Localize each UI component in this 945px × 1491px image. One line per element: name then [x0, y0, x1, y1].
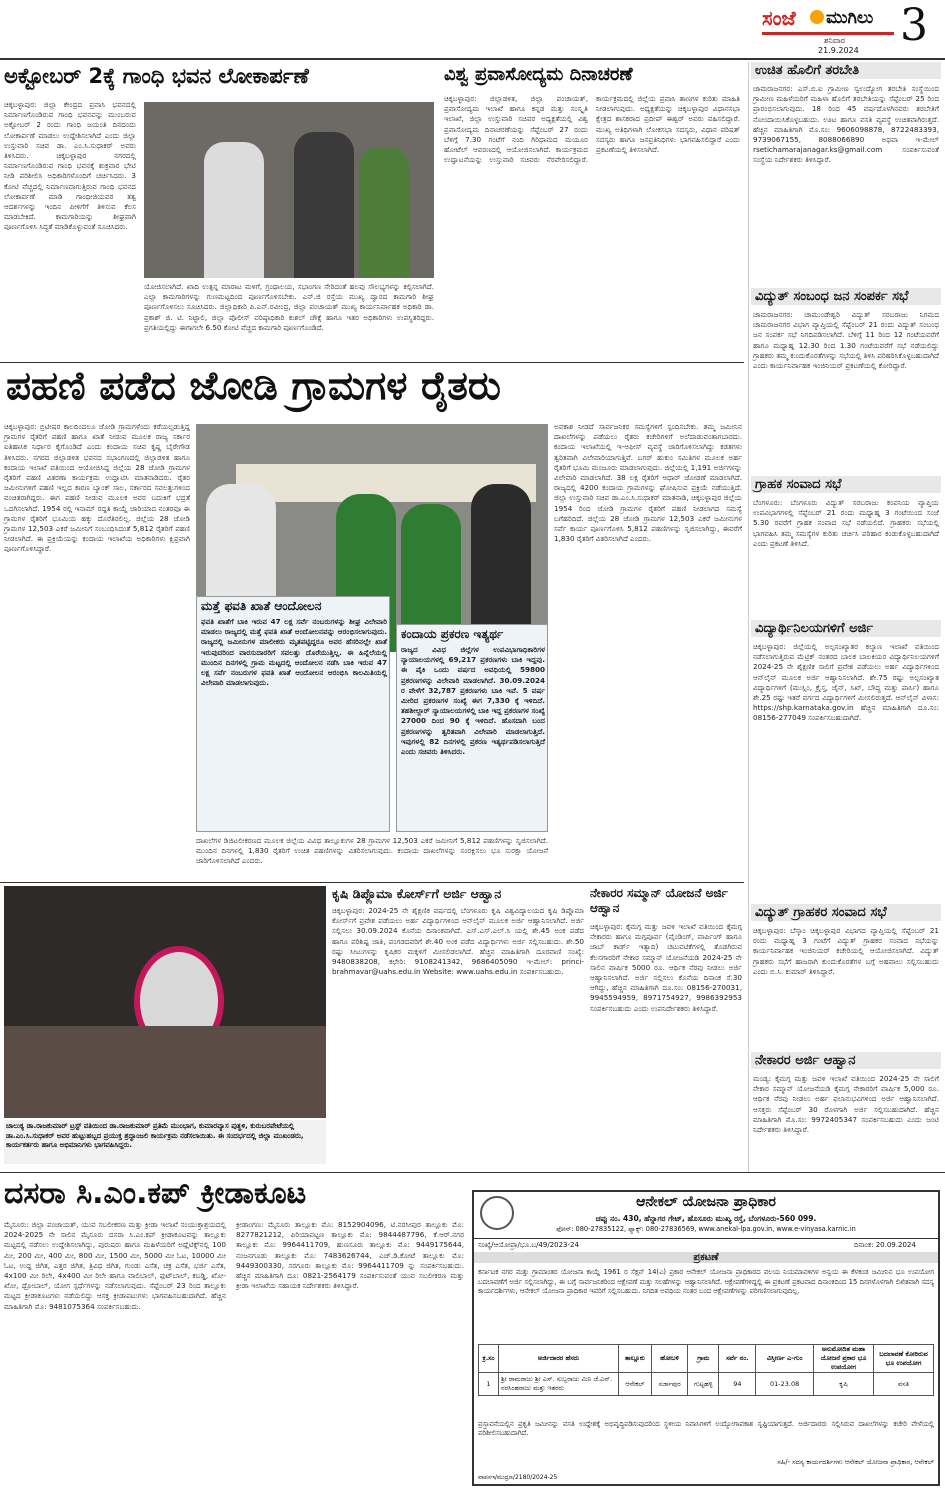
- table-header-cell: ಗ್ರಾಮ: [688, 1345, 719, 1373]
- page-number: 3: [900, 0, 928, 51]
- notice-org: ಆನೇಕಲ್ ಯೋಜನಾ ಪ್ರಾಧಿಕಾರ: [636, 1194, 776, 1210]
- notice-contact: ಫೋನ್: 080-27835122, ಫ್ಯಾಕ್ಸ್: 080-27836569, www.anekal-lpa.gov.in, www.e-vinyasa.karnic.in: [556, 1225, 856, 1233]
- section-body: ಮಂಡ್ಯ: ಕೈಮಗ್ಗ ಮತ್ತು ಜವಳಿ ಇಲಾಖೆ ವತಿಯಿಂದ 2024-25 ನೇ ಸಾಲಿಗೆ ನೇಕಾರ ಸಮ್ಮಾನ್ ಯೋಜನೆಯಡಿ ಕೈಮಗ್ಗ ನೇಕಾರರಿಗೆ ವಾರ್ಷಿಕ 5,000 ರೂ. ಆರ್ಥಿಕ ನೆರವು ನೀಡಲು ಅರ್ಹ ಫಲಾನುಭವಿಗಳಿಂದ ಅರ್ಜಿ ಆಹ್ವಾನಿಸಲಾಗಿದೆ. ಆಸಕ್ತರು ಸೆಪ್ಟೆಂಬರ್ 30 ರೊಳಗಾಗಿ ಅರ್ಜಿ ಸಲ್ಲಿಸಬಹುದಾಗಿದೆ. ಹೆಚ್ಚಿನ ಮಾಹಿತಿಗಾಗಿ ಮೊ.ಸಂ: 9972405347 ಸಂಪರ್ಕಿಸಬಹುದು ಎಂದು ಜಂಟಿ ನಿರ್ದೇಶಕರು ತಿಳಿಸಿದ್ದಾರೆ.: [753, 1074, 942, 1135]
- notice-address: ಚಪ್ಪು ನಂ. 430, ಹೆನ್ನಾಗರ ಗೇಟ್, ಹೊಸೂರು ಮುಖ್ಯ ರಸ್ತೆ, ಬೆಂಗಳೂರು-560 099.: [595, 1214, 817, 1223]
- table-cell: ವಸತಿ: [874, 1373, 934, 1396]
- lead-headline: ಪಹಣಿ ಪಡೆದ ಜೋಡಿ ಗ್ರಾಮಗಳ ರೈತರು: [6, 364, 501, 409]
- photo-caption: ಚಾಲುಕ್ಯ ಡಾ.ರಾಜಕುಮಾರ್ ಟ್ರಸ್ಟ್ ವತಿಯಿಂದ ಡಾ.ರಾಜಕುಮಾರ್ ಪ್ರತಿಮೆ ಮುಂಭಾಗ, ಕುಮಾರವ್ಯಾಸ ಪುತ್ಥಳಿ, ಕುರುಬರಪೇಟೆಯಲ್ಲಿ ಡಾ.ಎಂ.ಸಿ.ಸುಧಾಕರ್ ಅವರ ಹುಟ್ಟುಹಬ್ಬದ ಪ್ರಯುಕ್ತ ಶ್ರದ್ಧಾಂಜಲಿ ಕಾರ್ಯಕ್ರಮ ನಡೆಸಲಾಯಿತು. ಈ ಸಂದರ್ಭದಲ್ಲಿ ಜಿಲ್ಲಾ ಮುಖಂಡರು, ಕಾರ್ಯಕರ್ತರು ಹಾಗೂ ಅಭಿಮಾನಿಗಳು ಭಾಗವಹಿಸಿದ್ದರು.: [4, 1120, 326, 1164]
- table-cell: ಆನೇಕಲ್: [619, 1373, 652, 1396]
- notice-ref: ಸಂಖ್ಯೆ/ಆಯೋಪ್ರಾ/ಭೂ.ಬ/49/2023-24: [478, 1241, 579, 1249]
- table-cell: ಕೃಷಿ: [814, 1373, 874, 1396]
- section-title: ವಿದ್ಯುತ್ ಸಂಬಂಧ ಜನ ಸಂಪರ್ಕ ಸಭೆ: [751, 288, 941, 305]
- inset-title: ಮತ್ತೆ ಫವತಿ ಖಾತೆ ಆಂದೋಲನ: [201, 599, 322, 613]
- notice-sign: ಸಹಿ/- ಸದಸ್ಯ ಕಾರ್ಯದರ್ಶಿಗಳು ಆನೇಕಲ್ ಯೋಜನಾ ಪ್ರಾಧಿಕಾರ, ಆನೇಕಲ್: [777, 1458, 934, 1466]
- ceremony-photo: [4, 886, 326, 1118]
- day-label: ಶನಿವಾರ: [824, 36, 846, 45]
- masthead: [762, 0, 942, 56]
- table-header-cell: ಅರ್ಜಿದಾರರ ಹೆಸರು: [499, 1345, 619, 1373]
- story-dasara: [4, 1176, 467, 1488]
- notice-body: ಕರ್ನಾಟಕ ನಗರ ಮತ್ತು ಗ್ರಾಮಾಂತರ ಯೋಜನಾ ಕಾಯ್ದೆ 1961 ರ ಸೆಕ್ಷನ್ 14(ಎ) ಪ್ರಕಾರ ಆನೇಕಲ್ ಯೋಜನಾ ಪ್ರಾಧಿಕಾರದ ವಲಯ ನಿಯಮಾವಳಿಗಳ ಅನ್ವಯ ಈ ಕೆಳಕಂಡ ಜಮೀನಿನ ಭೂ ಉಪಯೋಗ ಬದಲಾವಣೆಗೆ ಅರ್ಜಿ ಸಲ್ಲಿಸಲಾಗಿದ್ದು, ಈ ಬಗ್ಗೆ ಸಾರ್ವಜನಿಕರಿಂದ ಆಕ್ಷೇಪಣೆ ಮತ್ತು ಸಲಹೆಗಳನ್ನು ಆಹ್ವಾನಿಸಲಾಗಿದೆ. ಆಕ್ಷೇಪಣೆಗಳಿದ್ದಲ್ಲಿ ಈ ಪ್ರಕಟಣೆ ಪ್ರಕಟವಾದ ದಿನಾಂಕದಿಂದ 15 ದಿನಗಳೊಳಗಾಗಿ ಲಿಖಿತವಾಗಿ ಸದಸ್ಯ ಕಾರ್ಯದರ್ಶಿಗಳು, ಆನೇಕಲ್ ಯೋಜನಾ ಪ್ರಾಧಿಕಾರ ಇವರಿಗೆ ಸಲ್ಲಿಸಬಹುದು. ನಿಗದಿತ ಅವಧಿಯ ನಂತರ ಬಂದ ಆಕ್ಷೇಪಣೆಗಳನ್ನು ಪರಿಗಣಿಸಲಾಗುವುದಿಲ್ಲ.: [478, 1268, 937, 1296]
- body: ಚಿಕ್ಕಬಳ್ಳಾಪುರ: 2024-25 ನೇ ಶೈಕ್ಷಣಿಕ ವರ್ಷದಲ್ಲಿ ಬೆಂಗಳೂರು ಕೃಷಿ ವಿಶ್ವವಿದ್ಯಾಲಯದ ಕೃಷಿ ಡಿಪ್ಲೊಮಾ ಕೋರ್ಸ್‌ಗೆ ಪ್ರವೇಶ ಪಡೆಯಲು ಅರ್ಹ ವಿದ್ಯಾರ್ಥಿಗಳಿಂದ ಆನ್‌ಲೈನ್ ಮೂಲಕ ಅರ್ಜಿ ಆಹ್ವಾನಿಸಲಾಗಿದೆ. ಅರ್ಜಿ ಸಲ್ಲಿಸಲು 30.09.2024 ಕೊನೆಯ ದಿನಾಂಕವಾಗಿದೆ. ಎಸ್.ಎಸ್.ಎಲ್.ಸಿ ಯಲ್ಲಿ ಶೇ.45 ಅಂಕ ಪಡೆದ ಹಾಗೂ ಪರಿಶಿಷ್ಟ ಜಾತಿ, ಪಂಗಡದವರಿಗೆ ಶೇ.40 ಅಂಕ ಪಡೆದ ವಿದ್ಯಾರ್ಥಿಗಳು ಅರ್ಜಿ ಸಲ್ಲಿಸಬಹುದು. ಶೇ.50 ರಷ್ಟು ಸೀಟುಗಳನ್ನು ಕೃಷಿಕರ ಮಕ್ಕಳಿಗೆ ಮೀಸಲಿಡಲಾಗಿದೆ. ಹೆಚ್ಚಿನ ಮಾಹಿತಿಗಾಗಿ ದೂರವಾಣಿ ಸಂಖ್ಯೆ: 9480838208, ಕಛೇರಿ: 9108241342, 9686405090 ಇ-ಮೇಲ್: princi-brahmavar@uahs.edu.in Website: www.uahs.edu.in ಸಂಪರ್ಕಿಸಬಹುದು.: [332, 906, 587, 977]
- story-tourism-day: [444, 64, 743, 358]
- notice-box: [472, 1190, 940, 1486]
- section-body: ಬೆಂಗಳೂರು: ಬೆಂಗಳೂರು ವಿದ್ಯುತ್ ಸರಬರಾಜು ಕಂಪನಿಯ ವ್ಯಾಪ್ತಿಯ ಉಪವಿಭಾಗಗಳಲ್ಲಿ ಸೆಪ್ಟೆಂಬರ್ 21 ರಂದು ಮಧ್ಯಾಹ್ನ 3 ಗಂಟೆಯಿಂದ ಸಂಜೆ 5.30 ರವರೆಗೆ ಗ್ರಾಹಕ ಸಂವಾದ ಸಭೆ ನಡೆಯಲಿದೆ. ಗ್ರಾಹಕರು ಸಭೆಯಲ್ಲಿ ಭಾಗವಹಿಸಿ ತಮ್ಮ ಸಮಸ್ಯೆಗಳ ಕುರಿತು ಚರ್ಚಿಸಿ ಪರಿಹಾರ ಕಂಡುಕೊಳ್ಳಬಹುದಾಗಿದೆ ಎಂದು ಪ್ರಕಟಣೆ ತಿಳಿಸಿದೆ.: [753, 498, 942, 548]
- body-col-2: ಯೋಜಿಸಲಾಗಿದೆ. ಖಾದಿ ಉತ್ಪನ್ನ ಮಾರಾಟ ಮಳಿಗೆ, ಗ್ರಂಥಾಲಯ, ಸಭಾಂಗಣ ಸೇರಿದಂತೆ ಹಲವು ಸೌಲಭ್ಯಗಳನ್ನು ಕಲ್ಪಿಸಲಾಗಿದೆ. ಎಲ್ಲಾ ಕಾಮಗಾರಿಗಳನ್ನು ಗುಣಮಟ್ಟದಿಂದ ಪೂರ್ಣಗೊಳಿಸಬೇಕು. ಎನ್.ಜಿ ರಸ್ತೆಯ ಮುಖ್ಯ ದ್ವಾರದ ಕಾಮಗಾರಿ ಶೀಘ್ರ ಪೂರ್ಣಗೊಳಿಸಲು ಸೂಚಿಸಿದರು. ಜಿಲ್ಲಾಧಿಕಾರಿ ಪಿ.ಎನ್.ರವೀಂದ್ರ, ಜಿಲ್ಲಾ ಪಂಚಾಯತ್ ಮುಖ್ಯ ಕಾರ್ಯನಿರ್ವಾಹಕ ಅಧಿಕಾರಿ ಡಾ. ಪ್ರಕಾಶ್ ಜಿ. ಟಿ. ನಿಟ್ಟಾಲಿ, ಜಿಲ್ಲಾ ಪೊಲೀಸ್ ವರಿಷ್ಠಾಧಿಕಾರಿ ಕುಶಲ್ ಚೌಕ್ಸೆ ಹಾಗೂ ಇತರ ಅಧಿಕಾರಿಗಳು ಉಪಸ್ಥಿತರಿದ್ದರು. ಪ್ರಗತಿಯಲ್ಲಿದ್ದು ಈಗಾಗಲೇ 6.50 ಕೋಟಿ ವೆಚ್ಚದ ಕಾಮಗಾರಿ ಪೂರ್ಣಗೊಂಡಿದೆ.: [144, 282, 437, 332]
- story-diploma: [332, 886, 587, 1164]
- right-column: [748, 62, 942, 1172]
- body: ಚಿಕ್ಕಬಳ್ಳಾಪುರ: ಕೈಮಗ್ಗ ಮತ್ತು ಜವಳಿ ಇಲಾಖೆ ವತಿಯಿಂದ ಕೈಮಗ್ಗ ನೇಕಾರರು ಹಾಗೂ ಮಗ್ಗಪೂರ್ವ (ವೈಂಡಿಂಗ್, ವಾರ್ಪಿಂಗ್ ಹಾಗೂ ಜಾಬ್ ಕಾರ್ಡ್ ಇತ್ಯಾದಿ) ಚಟುವಟಿಕೆಗಳಲ್ಲಿ ತೊಡಗಿರುವ ಕೆಲಸಗಾರರಿಗೆ ನೇಕಾರ ಸಮ್ಮಾನ್ ಯೋಜನೆಯಡಿ 2024-25 ನೇ ಸಾಲಿನ ವಾರ್ಷಿಕ 5000 ರೂ. ಆರ್ಥಿಕ ನೆರವು ನೀಡಲು ಅರ್ಜಿ ಆಹ್ವಾನಿಸಲಾಗಿದೆ. ಅರ್ಜಿ ಸಲ್ಲಿಸಲು ಕೊನೆಯ ದಿನಾಂಕ ಸೆ.30 ಆಗಿದ್ದು, ಹೆಚ್ಚಿನ ಮಾಹಿತಿಗಾಗಿ ದೂ.ಸಂ: 08156-270031, 9945594959, 8971754927, 9986392953 ಸಂಪರ್ಕಿಸಬಹುದು ಎಂದು ಉಪನಿರ್ದೇಶಕರು ತಿಳಿಸಿದ್ದಾರೆ.: [590, 922, 745, 1013]
- notice-footer: ಪ್ರಸ್ತಾವನೆಯಲ್ಲಿನ ಪ್ರಕೃತಿ ಜಮೀನನ್ನು ವಸತಿ ಉದ್ದೇಶಕ್ಕೆ ಅಭಿವೃದ್ಧಿಪಡಿಸುವುದರಿಂದ ಸ್ಥಳೀಯ ನಿವಾಸಿಗಳಿಗೆ ಉದ್ಯೋಗಾವಕಾಶ ಸೃಷ್ಟಿಯಾಗುತ್ತದೆ. ಅರ್ಜಿದಾರರು ಸಲ್ಲಿಸಿರುವ ದಾಖಲೆಗಳನ್ನು ಕಚೇರಿ ವೇಳೆಯಲ್ಲಿ ಪರಿಶೀಲಿಸಬಹುದಾಗಿದೆ.: [478, 1420, 937, 1438]
- table-row: [479, 1373, 934, 1396]
- section-title: ವಿದ್ಯಾರ್ಥಿನಿಲಯಗಳಿಗೆ ಅರ್ಜಿ: [751, 620, 941, 637]
- table-header-cell: ಬದಲಾವಣೆ ಕೋರಿರುವ ಭೂ ಉಪಯೋಗ: [874, 1345, 934, 1373]
- sun-icon: [810, 10, 824, 24]
- section-body: ಚಾಮರಾಜನಗರ: ಚಾಮುಂಡೇಶ್ವರಿ ವಿದ್ಯುತ್ ಸರಬರಾಜು ನಿಗಮದ ಚಾಮರಾಜನಗರ ವಿಭಾಗ ವ್ಯಾಪ್ತಿಯಲ್ಲಿ ಸೆಪ್ಟೆಂಬರ್ 21 ರಂದು ವಿದ್ಯುತ್ ಸಂಬಂಧ ಜನ ಸಂಪರ್ಕ ಸಭೆ ನಿಗದಿಪಡಿಸಲಾಗಿದೆ. ಬೆಳಿಗ್ಗೆ 11 ರಿಂದ 12 ಗಂಟೆಯವರೆಗೆ ಹಾಗೂ ಮಧ್ಯಾಹ್ನ 12.30 ರಿಂದ 1.30 ಗಂಟೆಯವರೆಗೆ ಸಭೆ ನಡೆಯಲಿದ್ದು ಗ್ರಾಹಕರು ತಮ್ಮ ಕುಂದುಕೊರತೆಗಳನ್ನು ಸಭೆಯಲ್ಲಿ ತಿಳಿಸಿ ಪರಿಹರಿಸಿಕೊಳ್ಳಬಹುದಾಗಿದೆ ಎಂದು ಕಾರ್ಯನಿರ್ವಾಹಕ ಇಂಜಿನಿಯರ್ ಪ್ರಕಟಣೆಯಲ್ಲಿ ಕೋರಿದ್ದಾರೆ.: [753, 310, 942, 371]
- body-col-1: ಮೈಸೂರು: ಜಿಲ್ಲಾ ಪಂಚಾಯತ್, ಯುವ ಸಬಲೀಕರಣ ಮತ್ತು ಕ್ರೀಡಾ ಇಲಾಖೆ ಸಂಯುಕ್ತಾಶ್ರಯದಲ್ಲಿ 2024-2025 ನೇ ಸಾಲಿನ ಮೈಸೂರು ದಸರಾ ಸಿ.ಎಂ.ಕಪ್ ಕ್ರೀಡಾಕೂಟವನ್ನು ತಾಲ್ಲೂಕು ಮಟ್ಟದಲ್ಲಿ ನಡೆಸಲು ಉದ್ದೇಶಿಸಲಾಗಿದ್ದು, ಪುರುಷರು ಹಾಗೂ ಮಹಿಳೆಯರಿಗೆ ಅಥ್ಲೆಟಿಕ್ಸ್‌ನಲ್ಲಿ 100 ಮೀ, 200 ಮೀ, 400 ಮೀ, 800 ಮೀ, 1500 ಮೀ, 5000 ಮೀ ಓಟ, 10000 ಮೀ ಓಟ, ಉದ್ದ ಜಿಗಿತ, ಎತ್ತರ ಜಿಗಿತ, ತ್ರಿವಿಧ ಜಿಗಿತ, ಗುಂಡು ಎಸೆತ, ಚಕ್ರ ಎಸೆತ, ಭರ್ಜಿ ಎಸೆತ, 4x100 ಮೀ ರಿಲೇ, 4x400 ಮೀ ರಿಲೇ ಹಾಗೂ ವಾಲಿಬಾಲ್, ಫುಟ್‌ಬಾಲ್, ಕಬಡ್ಡಿ, ಖೋ-ಖೋ, ಥ್ರೋಬಾಲ್, ಯೋಗ ಸ್ಪರ್ಧೆಗಳನ್ನು ನಡೆಸಲಾಗುವುದು. ಸೆಪ್ಟೆಂಬರ್ 23 ರಿಂದ ತಾಲ್ಲೂಕು ಮಟ್ಟದ ಕ್ರೀಡಾಕೂಟಗಳು ನಡೆಯಲಿದ್ದು ಆಸಕ್ತ ಕ್ರೀಡಾಪಟುಗಳು ಭಾಗವಹಿಸಬಹುದಾಗಿದೆ. ಹೆಚ್ಚಿನ ಮಾಹಿತಿಗಾಗಿ ಮೊ: 9481075364 ಸಂಪರ್ಕಿಸಬಹುದು.: [4, 1220, 229, 1311]
- news-photo: [144, 102, 434, 278]
- table-cell: 01-23.08: [756, 1373, 814, 1396]
- section-title: ವಿದ್ಯುತ್ ಗ್ರಾಹಕರ ಸಂವಾದ ಸಭೆ: [751, 904, 941, 921]
- table-header-cell: ಹೋಬಳಿ: [651, 1345, 688, 1373]
- photo-figure: [294, 132, 354, 278]
- section-title: ಉಚಿತ ಹೊಲಿಗೆ ತರಬೇತಿ: [751, 62, 941, 79]
- brand-underline: [762, 32, 894, 35]
- section-body: ಚಾಮರಾಜನಗರ: ಎಸ್.ಬಿ.ಐ ಗ್ರಾಮೀಣ ಸ್ವಉದ್ಯೋಗ ತರಬೇತಿ ಸಂಸ್ಥೆಯಿಂದ ಗ್ರಾಮೀಣ ಮಹಿಳೆಯರಿಗೆ ಮಹಿಳಾ ಹೊಲಿಗೆ ತರಬೇತಿಯನ್ನು ಸೆಪ್ಟೆಂಬರ್ 25 ರಿಂದ ಪ್ರಾರಂಭಿಸಲಾಗುವುದು. 18 ರಿಂದ 45 ವರ್ಷದೊಳಗಿನವರು ತರಬೇತಿಗೆ ನೋಂದಾಯಿಸಿಕೊಳ್ಳಬಹುದು. ಊಟ ಹಾಗೂ ವಸತಿ ವ್ಯವಸ್ಥೆ ಉಚಿತವಾಗಿರುತ್ತದೆ. ಹೆಚ್ಚಿನ ಮಾಹಿತಿಗಾಗಿ ಮೊ.ಸಂ: 9606098878, 8722483393, 9739067155, 8088066890 ಅಥವಾ ಇ-ಮೇಲ್ rsetichamarajanagar.ks@gmail.com ಸಂಪರ್ಕಿಸುವಂತೆ ಸಂಸ್ಥೆಯ ನಿರ್ದೇಶಕರು ತಿಳಿಸಿದ್ದಾರೆ.: [753, 84, 942, 165]
- brand-sanje: ಸಂಜೆ: [762, 6, 796, 30]
- notice-divider: [474, 1238, 938, 1239]
- table-cell: ಶ್ರೀ ರಾಮರಾಜು ಶ್ರೀ ಎಸ್. ಸುಬ್ಬರಾಜು ಮಿನಿ ಜೆ.ಎನ್. ನರಸಿಂಹರಾಜು ಮತ್ತು ಇತರರು: [499, 1373, 619, 1396]
- section-title: ನೇಕಾರರ ಅರ್ಜಿ ಆಹ್ವಾನ: [751, 1052, 941, 1069]
- notice-code: ವಾಪಸಇ/ಮುದ್ರಣ/2180/2024-25: [478, 1474, 558, 1481]
- inset-box-1: [196, 596, 390, 832]
- lead-rule: [0, 362, 744, 363]
- inset-body: ರಾಜ್ಯದ ವಿವಿಧ ಜಿಲ್ಲೆಗಳ ಉಪವಿಭಾಗಾಧಿಕಾರಿಗಳ ನ್ಯಾಯಾಲಯಗಳಲ್ಲಿ 69,217 ಪ್ರಕರಣಗಳು ಬಾಕಿ ಇದ್ದವು. ಈ ಪೈಕಿ ಒಂದು ವರ್ಷದ ಅವಧಿಯಲ್ಲಿ 59800 ಪ್ರಕರಣಗಳನ್ನು ವಿಲೇವಾರಿ ಮಾಡಲಾಗಿದೆ. 30.09.2024 ರ ವೇಳೆಗೆ 32,787 ಪ್ರಕರಣಗಳು ಬಾಕಿ ಇವೆ. 5 ವರ್ಷ ಮೀರಿದ ಪ್ರಕರಣಗಳ ಸಂಖ್ಯೆ ಈಗ 7,330 ಕ್ಕೆ ಇಳಿದಿದೆ. ತಹಶೀಲ್ದಾರ್ ನ್ಯಾಯಾಲಯಗಳಲ್ಲಿ ಬಾಕಿ ಇದ್ದ ಪ್ರಕರಣಗಳ ಸಂಖ್ಯೆ 27000 ದಿಂದ 90 ಕ್ಕೆ ಇಳಿದಿದೆ. ಹೊಸದಾಗಿ ಬಂದ ಪ್ರಕರಣಗಳನ್ನು ತ್ವರಿತವಾಗಿ ವಿಲೇವಾರಿ ಮಾಡಲಾಗುತ್ತಿದೆ. ಇವುಗಳಲ್ಲಿ 82 ದಿನಗಳಲ್ಲಿ ಪ್ರಕರಣ ಇತ್ಯರ್ಥಪಡಿಸಲಾಗುತ್ತಿದೆ ಎಂದು ಸಚಿವರು ತಿಳಿಸಿದರು.: [401, 645, 548, 757]
- mid-rule: [0, 882, 744, 883]
- table-cell: ಗುಟ್ಟಹಳ್ಳಿ: [688, 1373, 719, 1396]
- body-col-1: ಚಿಕ್ಕಬಳ್ಳಾಪುರ: ಜಿಲ್ಲಾ ಕೇಂದ್ರದ ಪ್ರವಾಸಿ ಭವನದಲ್ಲಿ ನಿರ್ಮಾಣಗೊಂಡಿರುವ ಗಾಂಧಿ ಭವನವನ್ನು ಮುಂಬರುವ ಅಕ್ಟೋಬರ್ 2 ರಂದು ಗಾಂಧಿ ಜಯಂತಿ ದಿನದಂದು ಲೋಕಾರ್ಪಣೆ ಮಾಡಲು ಉದ್ದೇಶಿಸಲಾಗಿದೆ ಎಂದು ಜಿಲ್ಲಾ ಉಸ್ತುವಾರಿ ಸಚಿವ ಡಾ. ಎಂ.ಸಿ.ಸುಧಾಕರ್ ಅವರು ತಿಳಿಸಿದರು. ಚಿಕ್ಕಬಳ್ಳಾಪುರ ನಗರದಲ್ಲಿ ನಿರ್ಮಾಣಗೊಂಡಿರುವ ಗಾಂಧಿ ಭವನಕ್ಕೆ ಶುಕ್ರವಾರ ಭೇಟಿ ನೀಡಿ ಪರಿಶೀಲಿಸಿ ಅಧಿಕಾರಿಗಳೊಂದಿಗೆ ಚರ್ಚಿಸಿದರು. 3 ಕೋಟಿ ವೆಚ್ಚದಲ್ಲಿ ನಿರ್ಮಾಣವಾಗುತ್ತಿರುವ ಗಾಂಧಿ ಭವನದ ಲೋಕಾರ್ಪಣೆ ಮಾಡಿ ಗಾಂಧೀಜಿಯವರ ತತ್ವ ಆದರ್ಶಗಳನ್ನು ಇಂದಿನ ಪೀಳಿಗೆಗೆ ತಿಳಿಸುವ ಕೆಲಸ ಮಾಡಬೇಕಿದೆ. ಕಾಮಗಾರಿಯನ್ನು ಶೀಘ್ರವಾಗಿ ಪೂರ್ಣಗೊಳಿಸಿ ಸಿದ್ಧತೆ ಮಾಡಿಕೊಳ್ಳುವಂತೆ ಸೂಚಿಸಿದರು.: [4, 100, 139, 232]
- inset-box-2: [396, 624, 548, 832]
- table-header-cell: ತಾಲ್ಲೂಕು: [619, 1345, 652, 1373]
- lead-body-col-1: ಚಿಕ್ಕಬಳ್ಳಾಪುರ: ಬ್ರಿಟೀಷರ ಕಾಲದಿಂದಲೂ ಜೋಡಿ ಗ್ರಾಮಗಳೆಂದು ಕರೆಯಲ್ಪಡುತ್ತಿದ್ದ ಗ್ರಾಮಗಳ ರೈತರಿಗೆ ಪಹಣಿ ಹಾಗೂ ಖಾತೆ ನೀಡುವ ಮೂಲಕ ರಾಜ್ಯ ಸರ್ಕಾರ ಐತಿಹಾಸಿಕ ನಿರ್ಧಾರ ಕೈಗೊಂಡಿದೆ ಎಂದು ಕಂದಾಯ ಸಚಿವ ಕೃಷ್ಣ ಬೈರೇಗೌಡ ತಿಳಿಸಿದರು. ನಗರದ ಜಿಲ್ಲಾಡಳಿತ ಭವನದ ಸಭಾಂಗಣದಲ್ಲಿ ಜಿಲ್ಲಾಡಳಿತ ಹಾಗೂ ಕಂದಾಯ ಇಲಾಖೆ ವತಿಯಿಂದ ಆಯೋಜಿಸಿದ್ದ ಜಿಲ್ಲೆಯ 28 ಜೋಡಿ ಗ್ರಾಮಗಳ ರೈತರಿಗೆ ಪಹಣಿ ವಿತರಣಾ ಕಾರ್ಯಕ್ರಮ ಉದ್ಘಾಟಿಸಿ ಮಾತನಾಡಿದರು. ರೈತರ ಜಮೀನುಗಳಿಗೆ ಪಹಣಿ ಇಲ್ಲದ ಕಾರಣ ಬ್ಯಾಂಕ್ ಸಾಲ, ಸರ್ಕಾರದ ಸವಲತ್ತುಗಳಿಂದ ವಂಚಿತರಾಗಿದ್ದರು. ಈಗ ಪಹಣಿ ನೀಡುವ ಮೂಲಕ ಅವರ ಬದುಕಿಗೆ ಭದ್ರತೆ ಒದಗಿಸಲಾಗಿದೆ. 1954 ರಲ್ಲಿ ಇನಾಮ್ ರದ್ದತಿ ಕಾಯ್ದೆ ಜಾರಿಯಾದ ನಂತರವೂ ಈ ಗ್ರಾಮಗಳ ರೈತರಿಗೆ ಭೂಮಿಯ ಹಕ್ಕು ದೊರೆತಿರಲಿಲ್ಲ. ಜಿಲ್ಲೆಯ 28 ಜೋಡಿ ಗ್ರಾಮಗಳ 12,503 ಎಕರೆ ಜಮೀನಿಗೆ ಸಂಬಂಧಿಸಿದಂತೆ 5,812 ರೈತರಿಗೆ ಪಹಣಿ ನೀಡಲಾಗಿದೆ. ಈ ಪ್ರಕ್ರಿಯೆಯನ್ನು ಕಂದಾಯ ಇಲಾಖೆಯ ಅಧಿಕಾರಿಗಳು ಕ್ಷಿಪ್ರವಾಗಿ ಪೂರ್ಣಗೊಳಿಸಿದ್ದಾರೆ.: [4, 422, 193, 554]
- section-body: ಚಿಕ್ಕಬಳ್ಳಾಪುರ: ಬೆಸ್ಕಾಂ ಚಿಕ್ಕಬಳ್ಳಾಪುರ ವಿಭಾಗದ ವ್ಯಾಪ್ತಿಯಲ್ಲಿ ಸೆಪ್ಟೆಂಬರ್ 21 ರಂದು ಮಧ್ಯಾಹ್ನ 3 ಗಂಟೆಗೆ ವಿದ್ಯುತ್ ಗ್ರಾಹಕರ ಸಂವಾದ ಸಭೆಯನ್ನು ಕಾರ್ಯನಿರ್ವಾಹಕ ಇಂಜಿನಿಯರ್ ಕಚೇರಿಯಲ್ಲಿ ಆಯೋಜಿಸಲಾಗಿದೆ. ವಿದ್ಯುತ್ ಗ್ರಾಹಕರು ಸಭೆಗೆ ಹಾಜರಾಗಿ ಕುಂದುಕೊರತೆಗಳ ಬಗ್ಗೆ ಅಹವಾಲು ಸಲ್ಲಿಸಬಹುದು ಎಂದು ಬಿ.ಸಿ. ಕುಮಾರ್ ತಿಳಿಸಿದ್ದಾರೆ.: [753, 926, 942, 976]
- headline: ನೇಕಾರರ ಸಮ್ಮಾನ್ ಯೋಜನೆ ಅರ್ಜಿ ಆಹ್ವಾನ: [590, 886, 728, 915]
- notice-heading: ಪ್ರಕಟಣೆ: [474, 1252, 938, 1263]
- body-col-2: ಕ್ರೀಡಾಂಗಣ: ಮೈಸೂರು ತಾಲ್ಲೂಕು ಮೊ: 8152904096, ಟಿ.ನರಸೀಪುರ ತಾಲ್ಲೂಕು ಮೊ: 8277821212, ಪಿರಿಯಾಪಟ್ಟಣ ತಾಲ್ಲೂಕು ಮೊ: 9844487796, ಕೆ.ಆರ್.ನಗರ ತಾಲ್ಲೂಕು ಮೊ: 9964411709, ಹುಣಸೂರು ತಾಲ್ಲೂಕು ಮೊ: 9449175644, ನಂಜನಗೂಡು ತಾಲ್ಲೂಕು ಮೊ: 7483626744, ಎಚ್.ಡಿ.ಕೋಟೆ ತಾಲ್ಲೂಕು ಮೊ: 9449300330, ಸರಗೂರು ತಾಲ್ಲೂಕು ಮೊ: 9964411709 ನ್ನು ಸಂಪರ್ಕಿಸಬಹುದು. ಹೆಚ್ಚಿನ ಮಾಹಿತಿಗಾಗಿ ದೂ: 0821-2564179 ಸಂಪರ್ಕಿಸುವಂತೆ ಯುವ ಸಬಲೀಕರಣ ಮತ್ತು ಕ್ರೀಡಾ ಇಲಾಖೆಯ ಸಹಾಯಕ ನಿರ್ದೇಶಕರು ತಿಳಿಸಿದ್ದಾರೆ.: [236, 1220, 467, 1291]
- body: ಚಿಕ್ಕಬಳ್ಳಾಪುರ: ಜಿಲ್ಲಾಡಳಿತ, ಜಿಲ್ಲಾ ಪಂಚಾಯತ್, ಪ್ರವಾಸೋದ್ಯಮ ಇಲಾಖೆ ಹಾಗೂ ಕನ್ನಡ ಮತ್ತು ಸಂಸ್ಕೃತಿ ಇಲಾಖೆ, ಜಿಲ್ಲಾ ಉಸ್ತುವಾರಿ ಸಚಿವರ ಅಧ್ಯಕ್ಷತೆಯಲ್ಲಿ ವಿಶ್ವ ಪ್ರವಾಸೋದ್ಯಮ ದಿನಾಚರಣೆಯನ್ನು ಸೆಪ್ಟೆಂಬರ್ 27 ರಂದು ಬೆಳಿಗ್ಗೆ 7.30 ಗಂಟೆಗೆ ನಂದಿ ಗಿರಿಧಾಮದ ಮಯೂರ ಹೋಟೆಲ್ ಆವರಣದಲ್ಲಿ ಆಯೋಜಿಸಲಾಗಿದೆ. ಕಾರ್ಯಕ್ರಮದ ಉದ್ಘಾಟನೆಯನ್ನು ಉಸ್ತುವಾರಿ ಸಚಿವರು ನೆರವೇರಿಸಲಿದ್ದಾರೆ. ಕಾರ್ಯಕ್ರಮದಲ್ಲಿ ಜಿಲ್ಲೆಯ ಪ್ರವಾಸಿ ತಾಣಗಳ ಕುರಿತು ಮಾಹಿತಿ ನೀಡಲಾಗುವುದು. ಅಧ್ಯಕ್ಷತೆಯನ್ನು ಚಿಕ್ಕಬಳ್ಳಾಪುರ ವಿಧಾನಸಭಾ ಕ್ಷೇತ್ರದ ಶಾಸಕರಾದ ಪ್ರದೀಪ್ ಈಶ್ವರ್ ಅವರು ವಹಿಸಲಿದ್ದಾರೆ. ಮುಖ್ಯ ಅತಿಥಿಗಳಾಗಿ ಲೋಕಸಭಾ ಸದಸ್ಯರು, ವಿಧಾನ ಪರಿಷತ್ ಸದಸ್ಯರು ಹಾಗೂ ಜನಪ್ರತಿನಿಧಿಗಳು ಭಾಗವಹಿಸಲಿದ್ದಾರೆ ಎಂದು ಪ್ರಕಟಣೆಯಲ್ಲಿ ತಿಳಿಸಲಾಗಿದೆ.: [444, 94, 743, 165]
- headline: ವಿಶ್ವ ಪ್ರವಾಸೋದ್ಯಮ ದಿನಾಚರಣೆ: [444, 64, 633, 85]
- table-cell: 1: [479, 1373, 499, 1396]
- headline: ದಸರಾ ಸಿ.ಎಂ.ಕಪ್ ಕ್ರೀಡಾಕೂಟ: [4, 1176, 307, 1211]
- headline: ಕೃಷಿ ಡಿಪ್ಲೊಮಾ ಕೋರ್ಸ್‌ಗೆ ಅರ್ಜಿ ಆಹ್ವಾನ: [332, 886, 502, 901]
- story-weaver: [590, 886, 745, 1164]
- section-body: ಚಿಕ್ಕಬಳ್ಳಾಪುರ: ಜಿಲ್ಲೆಯಲ್ಲಿ ಅಲ್ಪಸಂಖ್ಯಾತರ ಕಲ್ಯಾಣ ಇಲಾಖೆ ವತಿಯಿಂದ ನಡೆಸಲಾಗುತ್ತಿರುವ ಮೆಟ್ರಿಕ್ ನಂತರದ ಬಾಲಕ ಬಾಲಕಿಯರ ವಿದ್ಯಾರ್ಥಿನಿಲಯಗಳಿಗೆ 2024-25 ನೇ ಶೈಕ್ಷಣಿಕ ಸಾಲಿಗೆ ಪ್ರವೇಶ ಪಡೆಯಲು ಅರ್ಹ ವಿದ್ಯಾರ್ಥಿಗಳಿಂದ ಆನ್‌ಲೈನ್ ಮೂಲಕ ಅರ್ಜಿ ಆಹ್ವಾನಿಸಲಾಗಿದೆ. ಶೇ.75 ರಷ್ಟು ಅಲ್ಪಸಂಖ್ಯಾತ ವಿದ್ಯಾರ್ಥಿಗಳಿಗೆ (ಮುಸ್ಲಿಂ, ಕ್ರೈಸ್ತ, ಜೈನ್, ಸಿಖ್, ಬೌದ್ಧ ಮತ್ತು ಪಾರ್ಸಿ) ಹಾಗೂ ಶೇ.25 ರಷ್ಟು ಇತರೆ ವರ್ಗದ ವಿದ್ಯಾರ್ಥಿಗಳಿಗೆ ಮೀಸಲಿರುತ್ತದೆ. ಆನ್‌ಲೈನ್ ವಿಳಾಸ: https://shp.karnataka.gov.in ಹೆಚ್ಚಿನ ಮಾಹಿತಿಗಾಗಿ ದೂ.ಸಂ: 08156-277049 ಸಂಪರ್ಕಿಸಬಹುದಾಗಿದೆ.: [753, 642, 942, 723]
- crowd: [4, 1026, 326, 1118]
- table-header-cell: ಕ್ರ.ಸಂ: [479, 1345, 499, 1373]
- lead-body-col-2: ದಾಖಲೆಗಳ ಡಿಜಿಟಲೀಕರಣದ ಮೂಲಕ ಜಿಲ್ಲೆಯ ವಿವಿಧ ತಾಲ್ಲೂಕುಗಳ 28 ಗ್ರಾಮಗಳ 12,503 ಎಕರೆ ಜಮೀನಿಗೆ 5,812 ಪಹಣಿಗಳನ್ನು ಸೃಜಿಸಲಾಗಿದೆ. ಮುಂದಿನ ದಿನಗಳಲ್ಲಿ 1,830 ರೈತರಿಗೆ ಉಚಿತ ಪಹಣಿಗಳನ್ನು ವಿತರಿಸಲಾಗುವುದು. ಕಂದಾಯ ದಾಖಲೆಗಳನ್ನು ಸಂರಕ್ಷಿಸಲು ಭೂ ಸುರಕ್ಷಾ ಯೋಜನೆ ಜಾರಿಗೊಳಿಸಲಾಗಿದೆ ಎಂದರು.: [196, 836, 551, 866]
- lead-body-col-3: ಅವಕಾಶ ನೀಡದೆ ಸಾರ್ವಜನಿಕರ ಸಮಸ್ಯೆಗಳಿಗೆ ಸ್ಪಂದಿಸಬೇಕು. ತಮ್ಮ ಜಮೀನಿನ ದಾಖಲೆಗಳನ್ನು ಪಡೆಯಲು ರೈತರು ಕಚೇರಿಗಳಿಗೆ ಅಲೆದಾಡುವಂತಾಗಬಾರದು. ಕಂದಾಯ ಇಲಾಖೆಯಲ್ಲಿ ಇ-ಆಫೀಸ್ ವ್ಯವಸ್ಥೆ ಜಾರಿಗೊಳಿಸಲಾಗಿದ್ದು ಕಡತಗಳು ತ್ವರಿತವಾಗಿ ವಿಲೇವಾರಿಯಾಗುತ್ತಿವೆ. ಬಗರ್ ಹುಕುಂ ಸಮಿತಿಗಳ ಮೂಲಕ ಅರ್ಹ ರೈತರಿಗೆ ಭೂಮಿ ಮಂಜೂರು ಮಾಡಲಾಗುವುದು. ಜಿಲ್ಲೆಯಲ್ಲಿ 1,191 ಅರ್ಜಿಗಳನ್ನು ವಿಲೇವಾರಿ ಮಾಡಲಾಗಿದೆ. 38 ಲಕ್ಷ ರೈತರಿಗೆ ಆಧಾರ್ ಜೋಡಣೆ ಮಾಡಲಾಗಿದೆ. ರಾಜ್ಯದಲ್ಲಿ 4200 ಕಂದಾಯ ಗ್ರಾಮಗಳನ್ನು ಘೋಷಿಸುವ ಪ್ರಕ್ರಿಯೆ ನಡೆಯುತ್ತಿದೆ. ಜಿಲ್ಲಾ ಉಸ್ತುವಾರಿ ಸಚಿವ ಡಾ.ಎಂ.ಸಿ.ಸುಧಾಕರ್ ಮಾತನಾಡಿ, ಚಿಕ್ಕಬಳ್ಳಾಪುರ ಜಿಲ್ಲೆಯ 1954 ರಿಂದ ಜೋಡಿ ಗ್ರಾಮಗಳ ರೈತರಿಗೆ ಪಹಣಿ ನೀಡಲಾಗದ ಸಮಸ್ಯೆ ಬಗೆಹರಿದಿದೆ. ಜಿಲ್ಲೆಯ 28 ಜೋಡಿ ಗ್ರಾಮಗಳ 12,503 ಎಕರೆ ಜಮೀನುಗಳ ಸರ್ವೆ ಕಾರ್ಯ ಪೂರ್ಣಗೊಳಿಸಿ 5,812 ಪಹಣಿಗಳನ್ನು ಸೃಜಿಸಲಾಗಿದ್ದು, ಈವರೆಗೆ 1,830 ರೈತರಿಗೆ ವಿತರಿಸಲಾಗಿದೆ ಎಂದರು.: [554, 422, 745, 544]
- table-header-cell: ಅನುಮೋದಿತ ಮಹಾ ಯೋಜನೆ ಪ್ರಕಾರ ಭೂ ಉಪಯೋಗ: [814, 1345, 874, 1373]
- story-gandhi-bhavan: [4, 64, 437, 358]
- inset-body: ಫವತಿ ಖಾತೆಗೆ ಬಾಕಿ ಇರುವ 47 ಲಕ್ಷ ಸರ್ವೆ ನಂಬರುಗಳನ್ನು ಶೀಘ್ರ ವಿಲೇವಾರಿ ಮಾಡಲು ರಾಜ್ಯದಲ್ಲಿ ಮತ್ತೆ ಫವತಿ ಖಾತೆ ಆಂದೋಲನವನ್ನು ಆರಂಭಿಸಲಾಗುವುದು. ರಾಜ್ಯದಲ್ಲಿ ಜಮೀನುಗಳ ಮಾಲೀಕರು ಮೃತಪಟ್ಟಿದ್ದರೂ ಅವರ ಹೆಸರಿನಲ್ಲೇ ಖಾತೆ ಇರುವುದರಿಂದ ವಾರಸುದಾರರಿಗೆ ಸವಲತ್ತು ದೊರೆಯುತ್ತಿಲ್ಲ. ಈ ಹಿನ್ನೆಲೆಯಲ್ಲಿ ಮುಂದಿನ ದಿನಗಳಲ್ಲಿ ಗ್ರಾಮ ಮಟ್ಟದಲ್ಲಿ ಆಂದೋಲನ ನಡೆಸಿ ಬಾಕಿ ಇರುವ 47 ಲಕ್ಷ ಸರ್ವೆ ನಂಬರುಗಳ ಫವತಿ ಖಾತೆ ಆಂದೋಲನ ಆರಂಭಿಸಿ ಕಾಲಮಿತಿಯಲ್ಲಿ ವಿಲೇವಾರಿ ಮಾಡಲಾಗುವುದು.: [201, 617, 390, 688]
- table-cell: 94: [719, 1373, 756, 1396]
- section-title: ಗ್ರಾಹಕ ಸಂವಾದ ಸಭೆ: [751, 476, 941, 493]
- headline: ಅಕ್ಟೋಬರ್ 2ಕ್ಕೆ ಗಾಂಧಿ ಭವನ ಲೋಕಾರ್ಪಣೆ: [4, 64, 309, 88]
- inset-title: ಕಂದಾಯ ಪ್ರಕರಣ ಇತ್ಯರ್ಥ: [401, 627, 504, 641]
- lead-story: [4, 364, 744, 878]
- bottom-rule: [0, 1172, 945, 1173]
- ceremony-story: [4, 886, 326, 1164]
- date-label: 21.9.2024: [818, 46, 859, 55]
- notice-table: [478, 1344, 934, 1396]
- table-cell: ಸರ್ಜಾಪುರ: [651, 1373, 688, 1396]
- photo-figure: [359, 147, 409, 278]
- notice-date: ದಿನಾಂಕ: 20.09.2024: [854, 1241, 916, 1249]
- top-rule: [0, 58, 945, 60]
- table-header-cell: ವಿಸ್ತೀರ್ಣ ಎ-ಗುಂ: [756, 1345, 814, 1373]
- table-header-cell: ಸರ್ವೆ ನಂ.: [719, 1345, 756, 1373]
- photo-figure: [204, 142, 264, 278]
- table-header-row: [479, 1345, 934, 1373]
- brand-mugilu: ಮುಗಿಲು: [826, 8, 874, 28]
